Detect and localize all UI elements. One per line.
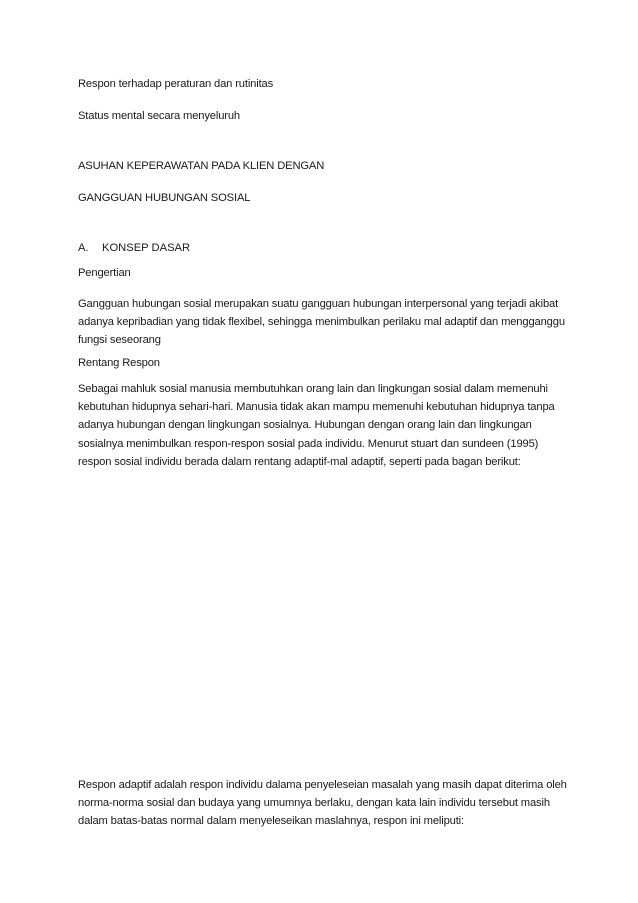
paragraph-rentang-respon xyxy=(78,380,568,471)
paragraph-respon-adaptif xyxy=(78,776,568,831)
paragraph-line: norma-norma sosial dan budaya yang umumnya berlaku, dengan kata lain individu tersebut masih xyxy=(78,797,550,810)
section-title: KONSEP DASAR xyxy=(102,242,191,254)
paragraph-line: Respon adaptif adalah respon individu dalama penyeleseian masalah yang masih dapat diterima oleh xyxy=(78,779,567,791)
paragraph-line: sosialnya menimbulkan respon-respon sosial pada individu. Menurut stuart dan sundeen (1995) xyxy=(78,437,539,450)
section-heading-a xyxy=(78,241,190,255)
document-title-line-1: ASUHAN KEPERAWATAN PADA KLIEN DENGAN xyxy=(78,160,325,172)
paragraph-line: kebutuhan hidupnya sehari-hari. Manusia tidak akan mampu memenuhi kebutuhan hidupnya tanpa xyxy=(78,401,555,414)
section-number: A. xyxy=(78,242,89,254)
paragraph-line: Gangguan hubungan sosial merupakan suatu gangguan hubungan interpersonal yang terjadi akibat xyxy=(78,298,559,310)
paragraph-line: fungsi seseorang xyxy=(78,334,161,347)
paragraph-line: respon sosial individu berada dalam rentang adaptif-mal adaptif, seperti pada bagan berikut: xyxy=(78,455,521,468)
subheading-pengertian: Pengertian xyxy=(78,267,131,279)
paragraph-line: Sebagai mahluk sosial manusia membutuhkan orang lain dan lingkungan sosial dalam memenuhi xyxy=(78,383,548,395)
subheading-rentang-respon: Rentang Respon xyxy=(78,357,160,369)
document-title-line-2: GANGGUAN HUBUNGAN SOSIAL xyxy=(78,192,251,204)
paragraph-line: adanya kepribadian yang tidak flexibel, sehingga menimbulkan perilaku mal adaptif dan mengganggu xyxy=(78,316,565,329)
text-line: Respon terhadap peraturan dan rutinitas xyxy=(78,78,274,90)
paragraph-pengertian xyxy=(78,295,568,350)
paragraph-line: adanya hubungan dengan lingkungan sosialnya. Hubungan dengan orang lain dan lingkungan xyxy=(78,419,532,432)
paragraph-line: dalam batas-batas normal dalam menyeleseikan maslahnya, respon ini meliputi: xyxy=(78,815,464,828)
text-line: Status mental secara menyeluruh xyxy=(78,110,241,122)
